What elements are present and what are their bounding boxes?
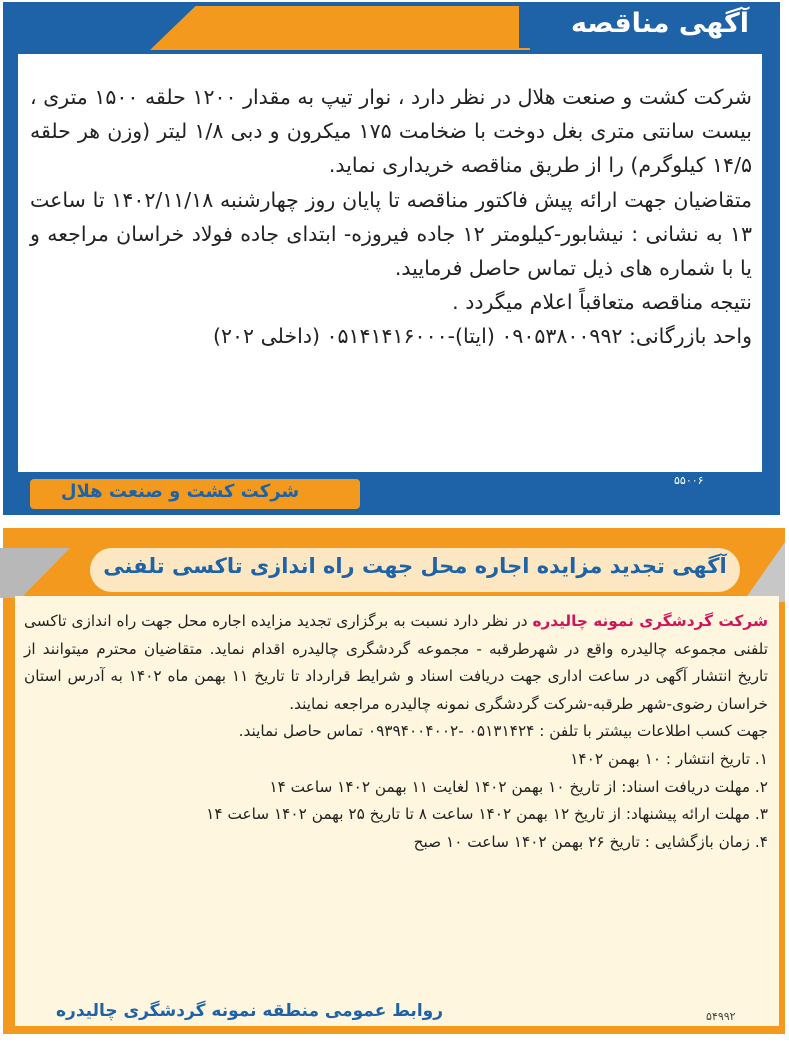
paragraph: واحد بازرگانی: ۰۹۰۵۳۸۰۰۹۹۲ (ایتا)-۰۵۱۴۱۴۱۶۰۰۰ (داخلی ۲۰۲) — [213, 324, 752, 349]
ad-code: ۵۴۹۹۲ — [706, 1010, 736, 1023]
tender-ad-helal — [0, 0, 789, 520]
company-name: شرکت گردشگری نمونه چالیدره — [532, 612, 768, 630]
company-signature: شرکت کشت و صنعت هلال — [60, 481, 300, 502]
title-accent-stripe — [150, 6, 530, 50]
ad-title: آگهی مناقصه — [570, 8, 749, 39]
list-item: ۳. مهلت ارائه پیشنهاد: از تاریخ ۱۲ بهمن ۱۴۰۲ ساعت ۸ تا تاریخ ۲۵ بهمن ۱۴۰۲ ساعت ۱۴ — [206, 805, 768, 824]
intro-paragraph — [24, 608, 768, 718]
list-item: ۴. زمان بازگشایی : تاریخ ۲۶ بهمن ۱۴۰۲ ساعت ۱۰ صبح — [413, 832, 768, 851]
company-signature: روابط عمومی منطقه نمونه گردشگری چالیدره — [56, 1001, 443, 1021]
paragraph: نتیجه مناقصه متعاقباً اعلام میگردد . — [452, 290, 752, 315]
intro-text: در نظر دارد نسبت به برگزاری تجدید مزایده اجاره محل جهت راه اندازی تاکسی تلفنی مجموعه چالیدره واقع در شهرطرقبه - مجموعه گردشگری چالیدره اقدام نماید. متقاضیان محترم میتوانند از تاریخ انتشار آگهی در ساعت اداری جهت دریافت اسناد و شرایط قرارداد تا تاریخ ۱۱ بهمن ماه ۱۴۰۲ به آدرس استان خراسان رضوی-شهر طرقبه-شرکت گردشگری نمونه چالیدره مراجعه نمایند. — [24, 612, 768, 713]
contact-line: جهت کسب اطلاعات بیشتر با تلفن : ۰۵۱۳۱۴۲۴ -۰۹۳۹۴۰۰۴۰۰۲ تماس حاصل نمایند. — [238, 722, 768, 741]
ad-code: ۵۵۰۰۶ — [674, 474, 704, 487]
paragraph: شرکت کشت و صنعت هلال در نظر دارد ، نوار تیپ به مقدار ۱۲۰۰ حلقه ۱۵۰۰ متری ، بیست سانتی متری بغل دوخت با ضخامت ۱۷۵ میکرون و دبی ۱/۸ لیتر (وزن هر حلقه ۱۴/۵ کیلوگرم) را از طریق مناقصه خریداری نماید. — [30, 85, 753, 178]
ad-body-text — [24, 608, 768, 856]
ad-body-text — [30, 80, 752, 354]
ad-title: آگهی تجدید مزایده اجاره محل جهت راه اندازی تاکسی تلفنی — [103, 554, 727, 578]
list-item: ۲. مهلت دریافت اسناد: از تاریخ ۱۰ بهمن ۱۴۰۲ لغایت ۱۱ بهمن ۱۴۰۲ ساعت ۱۴ — [269, 777, 768, 796]
auction-ad-chalidareh — [0, 528, 789, 1038]
list-item: ۱. تاریخ انتشار : ۱۰ بهمن ۱۴۰۲ — [570, 749, 768, 768]
paragraph: متقاضیان جهت ارائه پیش فاکتور مناقصه تا پایان روز چهارشنبه ۱۴۰۲/۱۱/۱۸ تا ساعت ۱۳ به نشانی : نیشابور-کیلومتر ۱۲ جاده فیروزه- ابتدای جاده فولاد خراسان مراجعه و یا با شماره های ذیل تماس حاصل فرمایید. — [30, 187, 752, 281]
